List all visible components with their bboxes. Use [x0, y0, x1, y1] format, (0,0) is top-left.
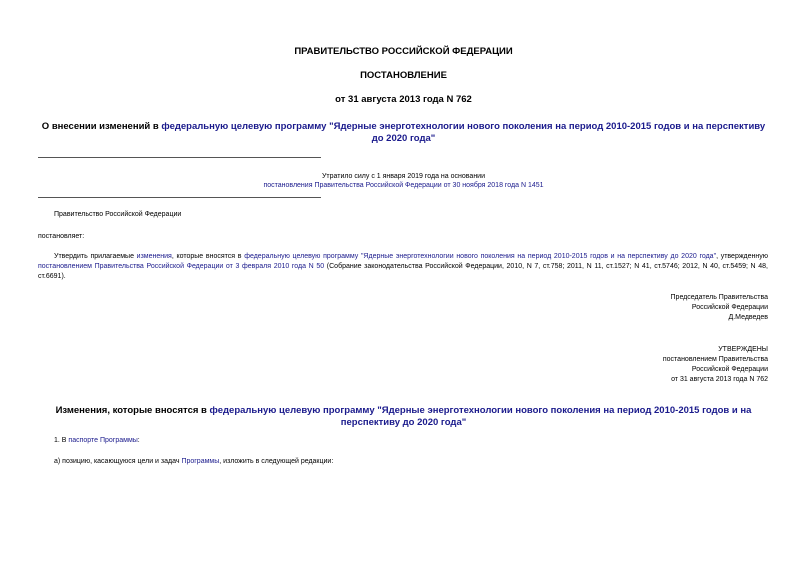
- signature-name: Д.Медведев: [728, 314, 768, 321]
- item-passport-suffix: :: [137, 437, 140, 444]
- approve-text-c: , утвержденную: [716, 253, 768, 260]
- changes-title: [40, 405, 767, 429]
- paragraph-approve: [38, 252, 768, 282]
- paragraph-government: Правительство Российской Федерации: [54, 211, 182, 218]
- notice-text: Утратило силу с 1 января 2019 года на основании: [321, 173, 486, 180]
- approve-text-d: (Собрание законодательства Российской Федерации, 2010, N 7, ст.758; 2011, N 11, ст.1527; N 41, ст.5746; 2012, N 40, ст.5459; N 48, ст.6691).: [38, 263, 768, 280]
- program-link[interactable]: федеральную целевую программу "Ядерные энерготехнологии нового поколения на период 2010-2015 годов и на перспективу до 2020 года": [244, 253, 717, 260]
- changes-title-program-link[interactable]: федеральную целевую программу "Ядерные энерготехнологии нового поколения на период 2010-2015 годов и на перспективу до 2020 года": [209, 405, 752, 428]
- title-program-link[interactable]: федеральную целевую программу "Ядерные энерготехнологии нового поколения на период 2010-2015 годов и на перспективу до 2020 года": [161, 121, 766, 144]
- document-type: ПОСТАНОВЛЕНИЕ: [360, 70, 447, 81]
- changes-link[interactable]: изменения: [136, 253, 172, 260]
- title-prefix: О внесении изменений в: [41, 121, 162, 132]
- item-passport: [54, 436, 140, 446]
- government-heading: ПРАВИТЕЛЬСТВО РОССИЙСКОЙ ФЕДЕРАЦИИ: [294, 46, 513, 57]
- approved-block: [663, 345, 768, 385]
- approved-date: от 31 августа 2013 года N 762: [671, 376, 768, 383]
- item-goals-suffix: , изложить в следующей редакции:: [219, 458, 334, 465]
- notice-link[interactable]: постановления Правительства Российской Федерации от 30 ноября 2018 года N 1451: [263, 182, 544, 189]
- approved-country: Российской Федерации: [691, 366, 768, 373]
- program-passport-link[interactable]: паспорте Программы: [68, 437, 138, 444]
- document-title: [40, 121, 767, 145]
- approve-text-a: Утвердить прилагаемые: [54, 253, 137, 260]
- signature-title: Председатель Правительства: [670, 294, 768, 301]
- approved-heading: УТВЕРЖДЕНЫ: [718, 346, 768, 353]
- paragraph-decree: постановляет:: [38, 233, 85, 240]
- changes-title-prefix: Изменения, которые вносятся в: [55, 405, 210, 416]
- resolution-link[interactable]: постановлением Правительства Российской Федерации от 3 февраля 2010 года N 50: [38, 263, 325, 270]
- approved-by: постановлением Правительства: [662, 356, 768, 363]
- item-goals: [54, 457, 333, 467]
- divider-top: [38, 157, 321, 158]
- divider-bottom: [38, 197, 321, 198]
- approve-text-b: , которые вносятся в: [171, 253, 245, 260]
- signature-country: Российской Федерации: [691, 304, 768, 311]
- item-goals-prefix: а) позицию, касающуюся цели и задач: [54, 458, 182, 465]
- document-date: от 31 августа 2013 года N 762: [335, 94, 472, 105]
- item-passport-prefix: 1. В: [54, 437, 69, 444]
- signature-block: [671, 293, 768, 323]
- program-link-short[interactable]: Программы: [181, 458, 220, 465]
